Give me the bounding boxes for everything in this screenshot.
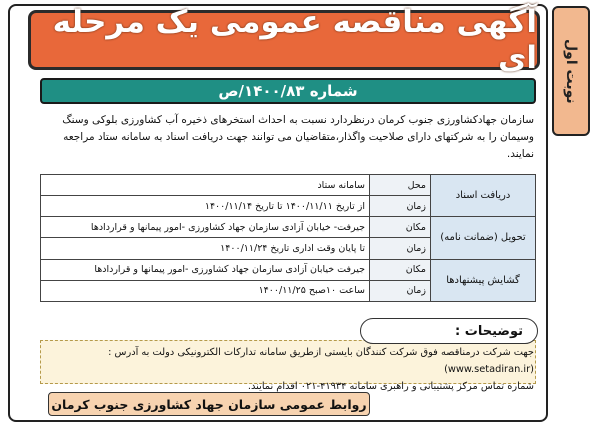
open-place-label: مکان — [370, 259, 431, 280]
deliver-time-value: تا پایان وقت اداری تاریخ ۱۴۰۰/۱۱/۲۴ — [41, 238, 370, 259]
table-row — [41, 175, 536, 196]
deliver-place-value: جیرفت- خیابان آزادی سازمان جهاد کشاورزی -امور پیمانها و قراردادها — [41, 217, 370, 238]
open-place-value: جیرفت خیابان آزادی سازمان جهاد کشاورزی -امور پیمانها و قراردادها — [41, 259, 370, 280]
receive-time-value: از تاریخ ۱۴۰۰/۱۱/۱۱ تا تاریخ ۱۴۰۰/۱۱/۱۴ — [41, 196, 370, 217]
notes-label-box — [360, 318, 538, 344]
ad-number-bar — [40, 78, 536, 104]
deliver-place-label: مکان — [370, 217, 431, 238]
section-open: گشایش پیشنهادها — [431, 259, 536, 301]
round-tab — [552, 6, 590, 136]
section-deliver: تحویل (ضمانت نامه) — [431, 217, 536, 259]
round-tab-label: نوبت اول — [563, 38, 579, 104]
notes-line-1: جهت شرکت درمناقصه فوق شرکت کنندگان بایستی ازطریق سامانه تدارکات الکترونیکی دولت به آدرس : (www.setadiran.ir) — [108, 347, 534, 375]
notes-text — [44, 344, 534, 395]
notes-label: توضیحات : — [455, 323, 523, 339]
receive-time-label: زمان — [370, 196, 431, 217]
open-time-value: ساعت ۱۰صبح ۱۴۰۰/۱۱/۲۵ — [41, 280, 370, 301]
ad-number: شماره ۱۴۰۰/۸۳/ص — [218, 82, 358, 100]
receive-place-value: سامانه ستاد — [41, 175, 370, 196]
ad-title: آگهی مناقصه عمومی یک مرحله ای — [52, 4, 537, 76]
schedule-table — [40, 174, 536, 302]
deliver-time-label: زمان — [370, 238, 431, 259]
receive-place-label: محل — [370, 175, 431, 196]
intro-text: سازمان جهادکشاورزی جنوب کرمان درنظردارد نسبت به احداث استخرهای ذخیره آب کشاورزی بلوکی وسنگ وسیمان را به شرکتهای دارای صلاحیت واگذار،متقاضیان می توانند جهت دریافت اسناد به سامانه ستاد مراجعه نمایند. — [62, 114, 534, 160]
table-row — [41, 259, 536, 280]
footer-text: روابط عمومی سازمان جهاد کشاورزی جنوب کرمان — [51, 396, 367, 412]
table-row — [41, 217, 536, 238]
section-receive: دریافت اسناد — [431, 175, 536, 217]
open-time-label: زمان — [370, 280, 431, 301]
ad-title-box — [28, 4, 540, 76]
notes-line-2: شماره تماس مرکز پشتیبانی و راهبری سامانه ۴۱۹۳۴-۰۲۱ اقدام نمایند. — [247, 381, 534, 392]
footer-box — [48, 392, 370, 416]
